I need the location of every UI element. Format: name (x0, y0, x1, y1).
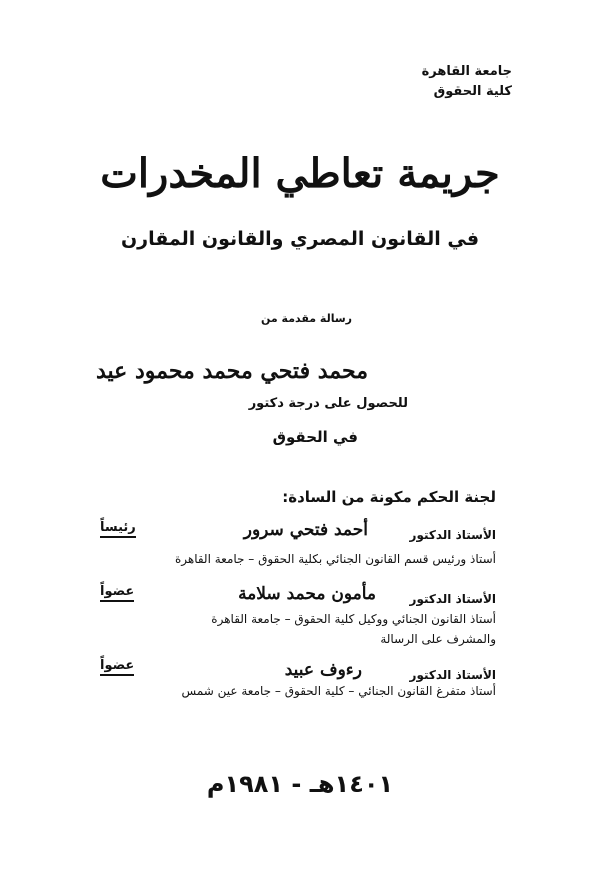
member-2-desc-line-2: والمشرف على الرسالة (380, 632, 496, 646)
member-3-role: عضواً (100, 658, 134, 676)
committee-heading: لجنة الحكم مكونة من السادة: (282, 488, 496, 506)
member-1-role: رئيساً (100, 520, 136, 538)
degree-line: للحصول على درجة دكتور (248, 396, 408, 411)
member-2-role: عضواً (100, 584, 134, 602)
member-1-desc-line-1: أستاذ ورئيس قسم القانون الجنائي بكلية الحقوق – جامعة القاهرة (174, 552, 496, 566)
member-2-desc-line-1: أستاذ القانون الجنائي ووكيل كلية الحقوق – جامعة القاهرة (211, 612, 496, 626)
member-1-title: الأستاذ الدكتور (409, 528, 496, 542)
institution-block (422, 62, 512, 102)
faculty-name: كلية الحقوق (433, 84, 512, 99)
member-2-title: الأستاذ الدكتور (409, 592, 496, 606)
publication-date: ١٤٠١هـ - ١٩٨١م (206, 770, 394, 798)
thesis-presented-by: رسالة مقدمة من (260, 312, 352, 325)
author-name: محمد فتحي محمد محمود عيد (95, 358, 368, 384)
thesis-subtitle: في القانون المصري والقانون المقارن (120, 228, 480, 250)
member-1-name: أحمد فتحي سرور (243, 520, 368, 540)
degree-field: في الحقوق (272, 428, 358, 446)
thesis-title: جريمة تعاطي المخدرات (100, 150, 500, 197)
university-name: جامعة القاهرة (421, 64, 512, 79)
member-2-name: مأمون محمد سلامة (238, 584, 376, 604)
member-3-name: رءوف عبيد (284, 660, 362, 680)
member-3-title: الأستاذ الدكتور (409, 668, 496, 682)
member-3-desc-line-1: أستاذ متفرغ القانون الجنائي – كلية الحقوق – جامعة عين شمس (181, 684, 496, 698)
